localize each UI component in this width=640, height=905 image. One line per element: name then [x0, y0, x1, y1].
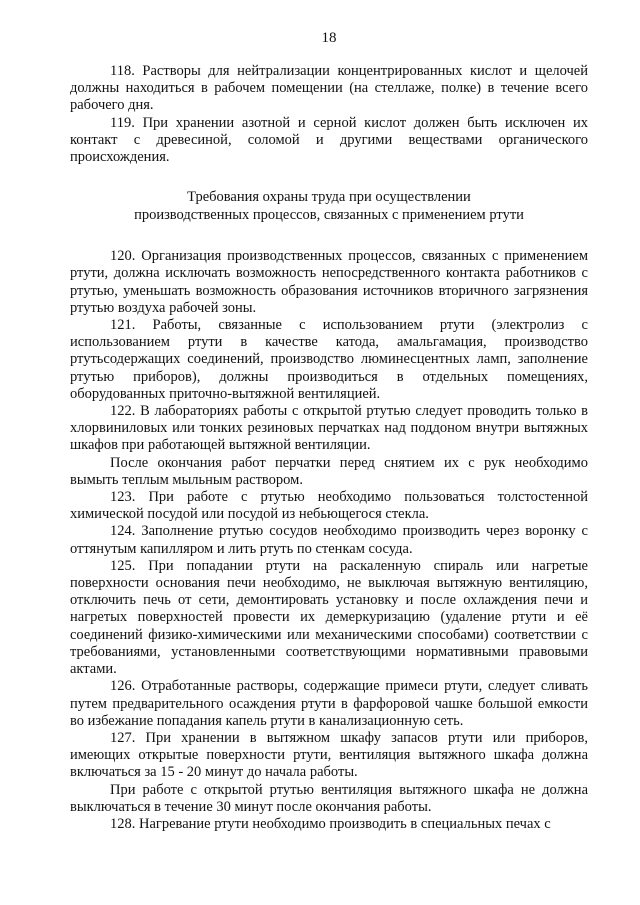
- paragraph-123: 123. При работе с ртутью необходимо пользоваться толстостенной химической посудой или посудой из небьющегося стекла.: [70, 489, 588, 523]
- paragraph-119: 119. При хранении азотной и серной кислот должен быть исключен их контакт с древесиной, соломой и другими веществами органического происхождения.: [70, 114, 588, 166]
- section-heading-line-1: Требования охраны труда при осуществлении: [187, 189, 471, 206]
- paragraph-128: 128. Нагревание ртути необходимо производить в специальных печах с: [110, 815, 551, 832]
- page-number: 18: [321, 30, 337, 46]
- paragraph-126: 126. Отработанные растворы, содержащие примеси ртути, следует сливать путем предварительного осаждения ртути в фарфоровой чашке большой емкости во избежание попадания капель ртути в канализационную сеть.: [70, 678, 588, 729]
- section-heading-line-2: производственных процессов, связанных с применением ртути: [134, 207, 524, 224]
- paragraph-122: 122. В лабораториях работы с открытой ртутью следует проводить только в хлорвиниловых или тонких резиновых перчатках над поддоном внутри вытяжных шкафов при работающей вытяжной вентиляции.: [70, 403, 588, 454]
- section-heading: [70, 188, 588, 224]
- paragraph-125: 125. При попадании ртути на раскаленную спираль или нагретые поверхности основания печи необходимо, не выключая вытяжную вентиляцию, отключить печь от сети, демонтировать установку и после охлаждения печи и нагретых поверхностей провести их демеркуризацию (удаление ртути и её соединений физико-химическими или механическими способами) соответствии с требованиями, установленными соответствующими нормативными правовыми актами.: [70, 557, 588, 678]
- paragraph-124: 124. Заполнение ртутью сосудов необходимо производить через воронку с оттянутым капилляром и лить ртуть по стенкам сосуда.: [70, 523, 588, 557]
- paragraph-127-continued: При работе с открытой ртутью вентиляция вытяжного шкафа не должна выключаться в течение 30 минут после окончания работы.: [70, 781, 588, 815]
- paragraph-127: 127. При хранении в вытяжном шкафу запасов ртути или приборов, имеющих открытые поверхности ртути, вентиляция вытяжного шкафа должна включаться за 15 - 20 минут до начала работы.: [70, 729, 588, 781]
- paragraph-121: 121. Работы, связанные с использованием ртути (электролиз с использованием ртути в качестве катода, амальгамация, производство ртутьсодержащих соединений, производство люминесцентных ламп, заполнение ртутью приборов), должны производиться в отдельных помещениях, оборудованных приточно-вытяжной вентиляцией.: [70, 317, 588, 402]
- paragraph-118: 118. Растворы для нейтрализации концентрированных кислот и щелочей должны находиться в рабочем помещении (на стеллаже, полке) в течение всего рабочего дня.: [70, 63, 588, 114]
- paragraph-122-continued: После окончания работ перчатки перед снятием их с рук необходимо вымыть теплым мыльным раствором.: [70, 454, 588, 488]
- paragraph-120: 120. Организация производственных процессов, связанных с применением ртути, должна исключать возможность непосредственного контакта работников с ртутью, уменьшать возможность образования источников вторичного загрязнения ртутью воздуха рабочей зоны.: [70, 248, 588, 316]
